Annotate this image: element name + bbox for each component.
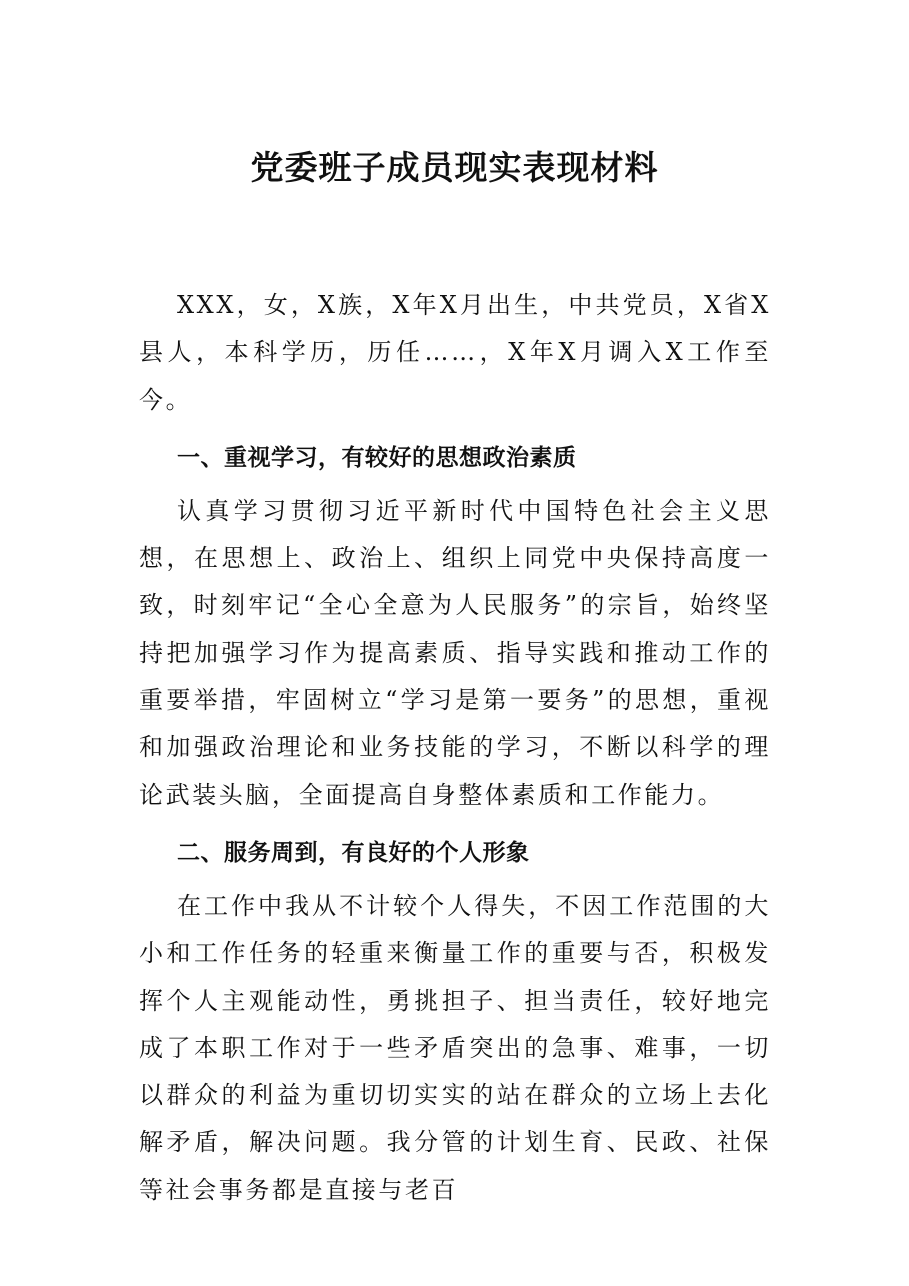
section-heading-1: 一、重视学习，有较好的思想政治素质 [177, 444, 577, 471]
document-body [139, 282, 771, 1214]
section-heading-2: 二、服务周到，有良好的个人形象 [177, 839, 530, 866]
document-title: 党委班子成员现实表现材料 [250, 148, 659, 187]
intro-paragraph: XXX，女，X族，X年X月出生，中共党员，X省X县人，本科学历，历任……，X年X月调入X工作至今。 [139, 291, 771, 414]
section-body-1: 认真学习贯彻习近平新时代中国特色社会主义思想，在思想上、政治上、组织上同党中央保持高度一致，时刻牢记“全心全意为人民服务”的宗旨，始终坚持把加强学习作为提高素质、指导实践和推动工作的重要举措，牢固树立“学习是第一要务”的思想，重视和加强政治理论和业务技能的学习，不断以科学的理论武装头脑，全面提高自身整体素质和工作能力。 [139, 496, 771, 809]
section-body-2: 在工作中我从不计较个人得失，不因工作范围的大小和工作任务的轻重来衡量工作的重要与否，积极发挥个人主观能动性，勇挑担子、担当责任，较好地完成了本职工作对于一些矛盾突出的急事、难事，一切以群众的利益为重切切实实的站在群众的立场上去化解矛盾，解决问题。我分管的计划生育、民政、社保等社会事务都是直接与老百 [139, 891, 771, 1204]
